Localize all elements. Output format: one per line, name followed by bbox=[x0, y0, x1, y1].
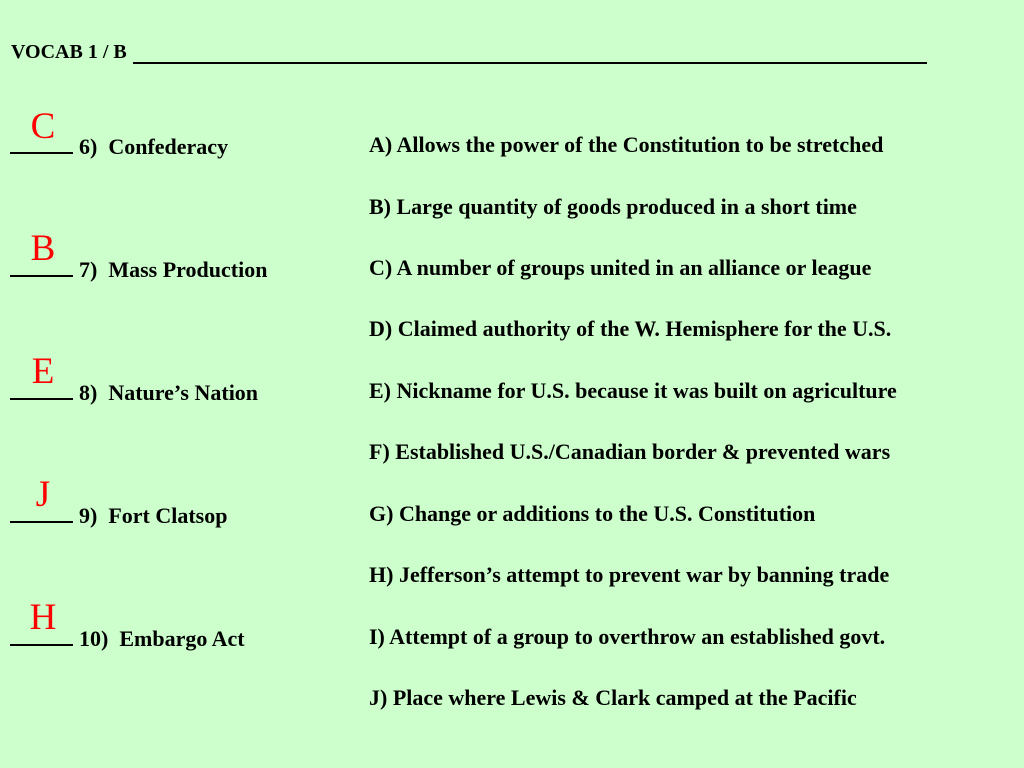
term-row-6 bbox=[10, 134, 228, 158]
term-text: Mass Production bbox=[108, 257, 268, 282]
answer-10: H bbox=[29, 597, 57, 638]
answer-blank bbox=[10, 134, 73, 154]
definition-b: B) Large quantity of goods produced in a short time bbox=[369, 194, 857, 219]
definition-a: A) Allows the power of the Constitution to be stretched bbox=[369, 132, 884, 157]
term-number: 7) bbox=[79, 257, 98, 282]
term-text: Nature’s Nation bbox=[108, 380, 259, 405]
term-text: Fort Clatsop bbox=[108, 503, 228, 528]
term-number: 6) bbox=[79, 134, 98, 159]
definition-d: D) Claimed authority of the W. Hemisphere for the U.S. bbox=[369, 316, 892, 341]
definition-j: J) Place where Lewis & Clark camped at the Pacific bbox=[369, 685, 857, 710]
term-number: 8) bbox=[79, 380, 98, 405]
definition-e: E) Nickname for U.S. because it was built on agriculture bbox=[369, 378, 897, 403]
name-blank-line bbox=[133, 42, 927, 64]
definition-i: I) Attempt of a group to overthrow an established govt. bbox=[369, 624, 886, 649]
term-row-8 bbox=[10, 380, 258, 404]
answer-9: J bbox=[35, 474, 51, 515]
term-row-9 bbox=[10, 503, 227, 527]
answer-8: E bbox=[31, 351, 55, 392]
term-number: 9) bbox=[79, 503, 98, 528]
answer-blank bbox=[10, 503, 73, 523]
answer-6: C bbox=[30, 106, 56, 147]
term-text: Embargo Act bbox=[119, 626, 245, 651]
answer-blank bbox=[10, 257, 73, 277]
term-row-7 bbox=[10, 257, 267, 281]
definition-c: C) A number of groups united in an alliance or league bbox=[369, 255, 872, 280]
term-text: Confederacy bbox=[108, 134, 229, 159]
term-row-10 bbox=[10, 626, 245, 650]
worksheet-title bbox=[11, 41, 927, 64]
definition-f: F) Established U.S./Canadian border & prevented wars bbox=[369, 439, 891, 464]
answer-7: B bbox=[30, 228, 56, 269]
term-number: 10) bbox=[79, 626, 109, 651]
answer-blank bbox=[10, 626, 73, 646]
definition-h: H) Jefferson’s attempt to prevent war by banning trade bbox=[369, 562, 890, 587]
worksheet-title-label: VOCAB 1 / B bbox=[11, 41, 127, 63]
answer-blank bbox=[10, 380, 73, 400]
definition-g: G) Change or additions to the U.S. Constitution bbox=[369, 501, 816, 526]
